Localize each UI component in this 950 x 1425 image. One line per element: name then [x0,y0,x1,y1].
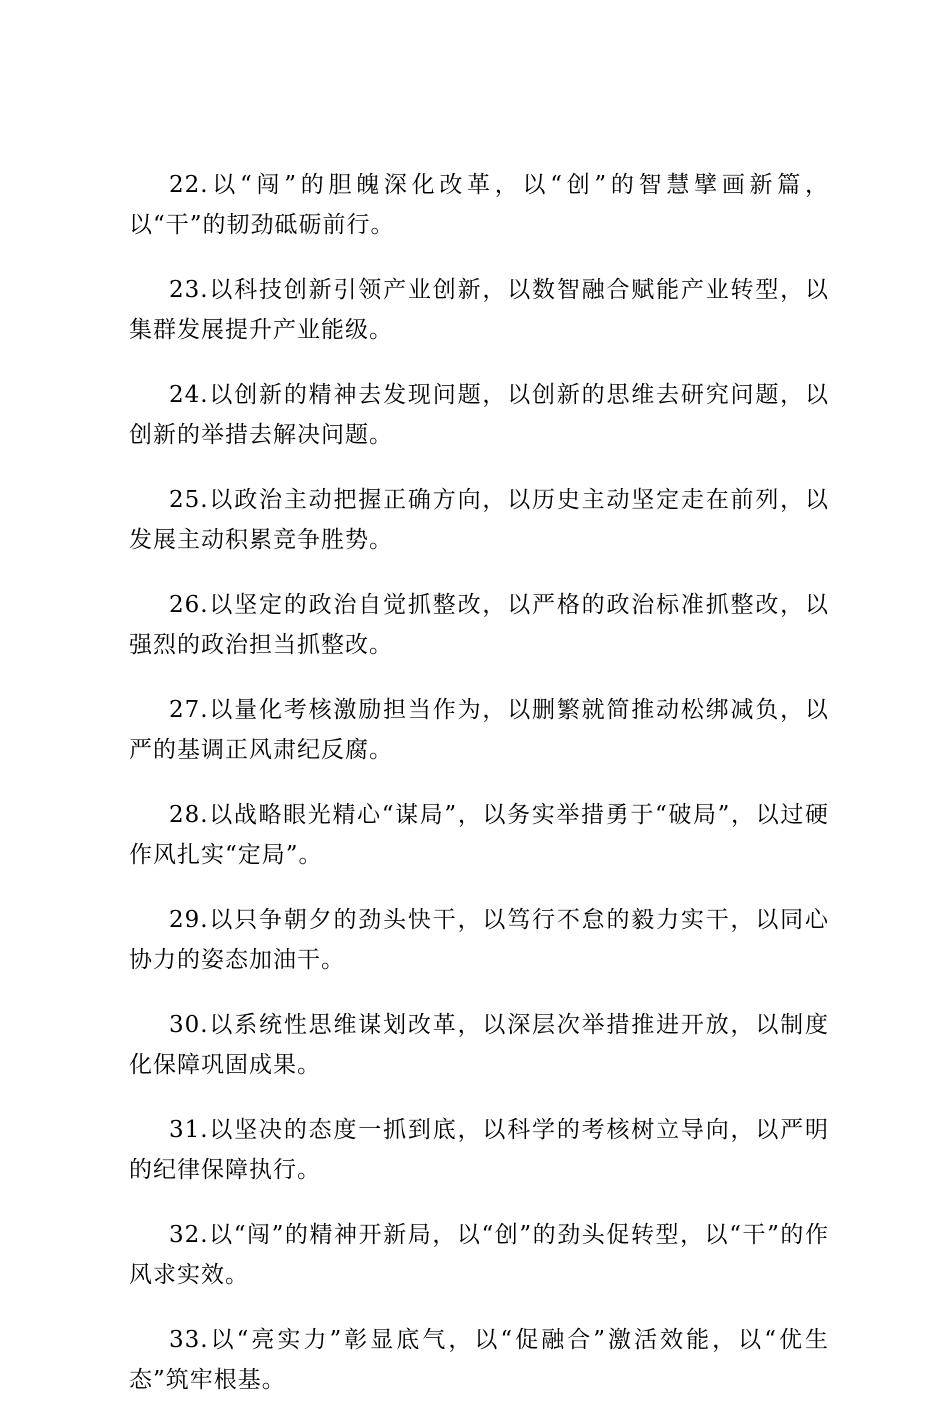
paragraph-26: 26.以坚定的政治自觉抓整改，以严格的政治标准抓整改，以强烈的政治担当抓整改。 [129,592,829,658]
paragraph-31: 31.以坚决的态度一抓到底，以科学的考核树立导向，以严明的纪律保障执行。 [129,1117,829,1183]
paragraph-30: 30.以系统性思维谋划改革，以深层次举措推进开放，以制度化保障巩固成果。 [129,1012,829,1078]
paragraph-24: 24.以创新的精神去发现问题，以创新的思维去研究问题，以创新的举措去解决问题。 [129,382,829,448]
paragraph-32: 32.以“闯”的精神开新局，以“创”的劲头促转型，以“干”的作风求实效。 [129,1222,829,1288]
paragraph-33: 33.以“亮实力”彰显底气，以“促融合”激活效能，以“优生态”筑牢根基。 [129,1327,829,1393]
paragraph-23: 23.以科技创新引领产业创新，以数智融合赋能产业转型，以集群发展提升产业能级。 [129,277,829,343]
paragraph-29: 29.以只争朝夕的劲头快干，以笃行不怠的毅力实干，以同心协力的姿态加油干。 [129,907,829,973]
paragraph-27: 27.以量化考核激励担当作为，以删繁就简推动松绑减负，以严的基调正风肃纪反腐。 [129,697,829,763]
document-body [129,165,829,1425]
paragraph-25: 25.以政治主动把握正确方向，以历史主动坚定走在前列，以发展主动积累竞争胜势。 [129,487,829,553]
paragraph-22: 22.以“闯”的胆魄深化改革，以“创”的智慧擘画新篇，以“干”的韧劲砥砺前行。 [129,172,829,238]
paragraph-28: 28.以战略眼光精心“谋局”，以务实举措勇于“破局”，以过硬作风扎实“定局”。 [129,802,829,868]
